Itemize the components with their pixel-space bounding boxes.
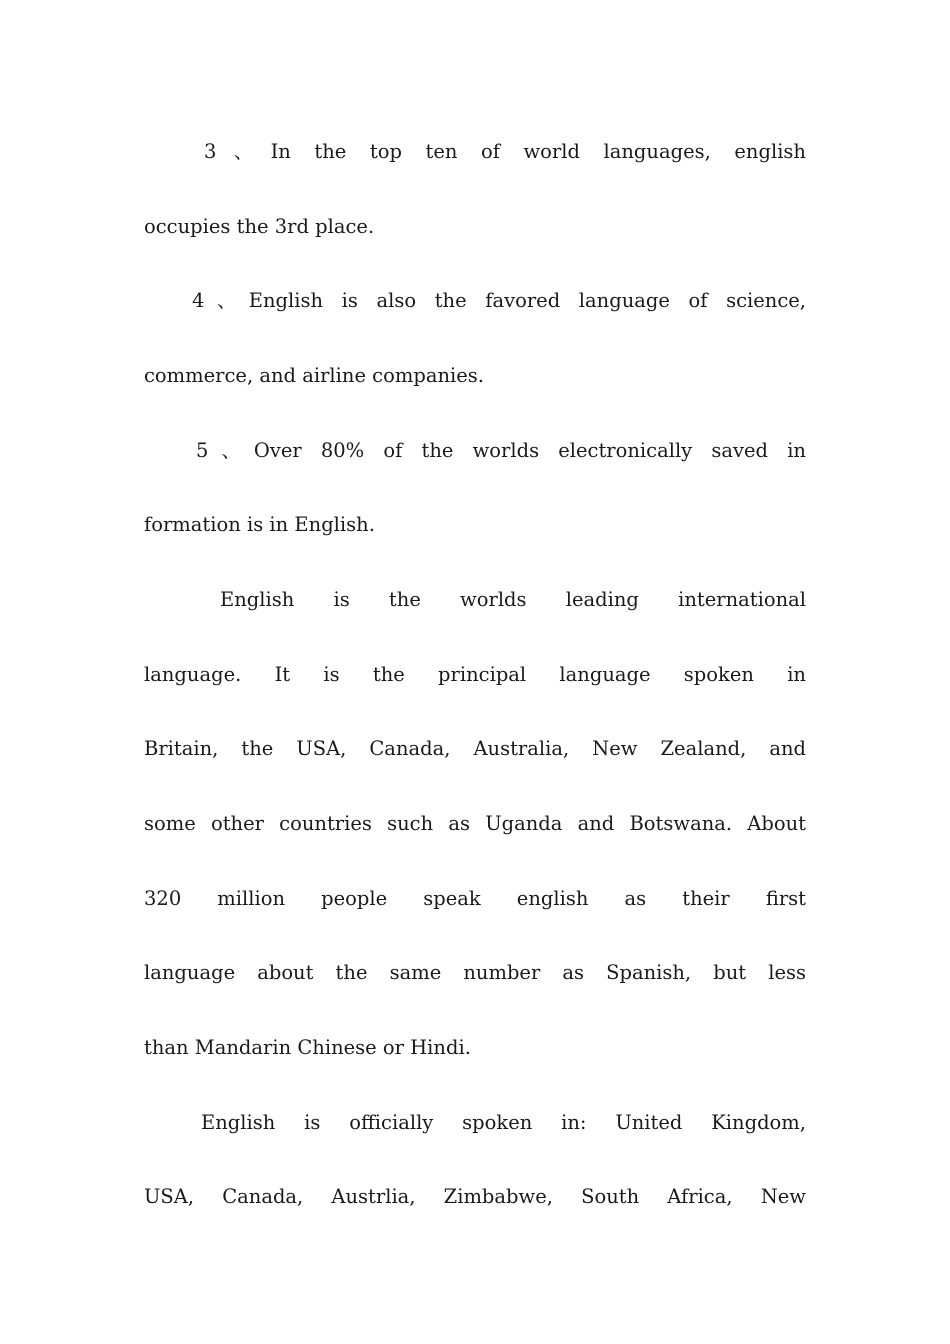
item-5-line-1: 5、Over 80% of the worlds electronically saved in [196, 439, 806, 462]
paragraph-1-line-2: language. It is the principal language spoken in [144, 663, 806, 686]
paragraph-2-line-1: English is officially spoken in: United Kingdom, [201, 1111, 806, 1134]
item-3-line-1: 3、In the top ten of world languages, english [204, 140, 806, 163]
item-4-line-2: commerce, and airline companies. [144, 364, 484, 387]
paragraph-1-line-5: 320 million people speak english as their first [144, 887, 806, 910]
paragraph-2-line-2: USA, Canada, Austrlia, Zimbabwe, South Africa, New [144, 1185, 806, 1208]
item-3-line-2: occupies the 3rd place. [144, 215, 375, 238]
paragraph-1-line-7: than Mandarin Chinese or Hindi. [144, 1036, 471, 1059]
paragraph-1-line-1: English is the worlds leading international [220, 588, 806, 611]
item-4-line-1: 4、English is also the favored language of science, [192, 289, 806, 312]
paragraph-1-line-3: Britain, the USA, Canada, Australia, New Zealand, and [144, 737, 806, 760]
paragraph-1-line-4: some other countries such as Uganda and Botswana. About [144, 812, 806, 835]
paragraph-1-line-6: language about the same number as Spanish, but less [144, 961, 806, 984]
item-5-line-2: formation is in English. [144, 513, 375, 536]
